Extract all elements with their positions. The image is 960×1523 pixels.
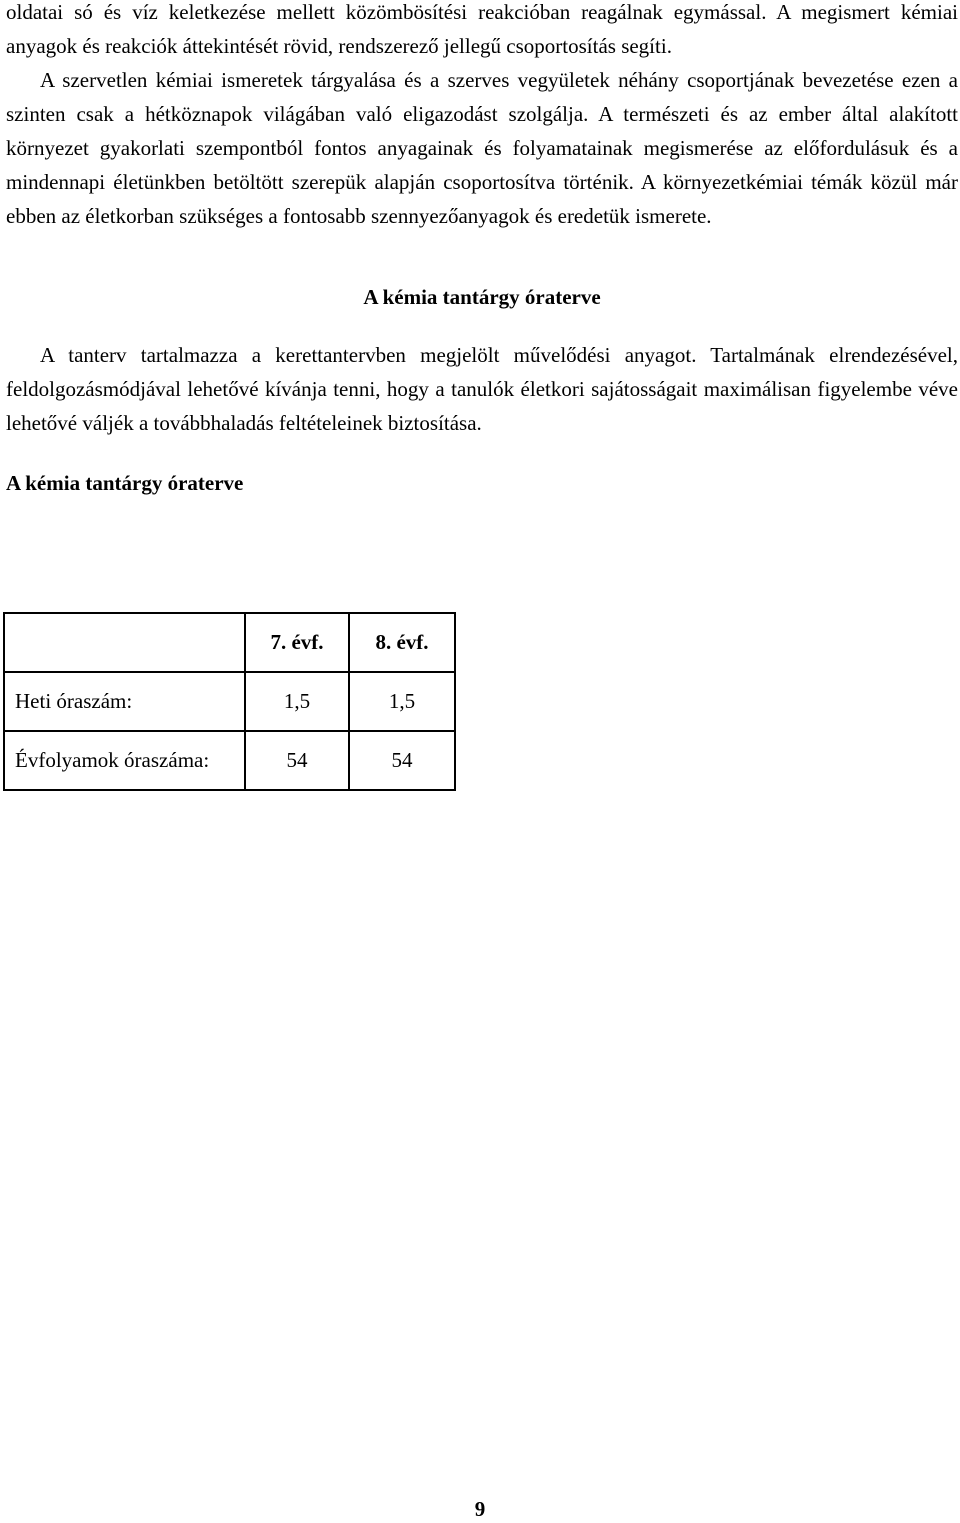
document-page [6, 0, 958, 500]
intro-paragraph: oldatai só és víz keletkezése mellett közömbösítési reakcióban reagálnak egymással. A megismert kémiai anyagok és reakciók áttekintését rövid, rendszerező jellegű csoportosítás segíti. [6, 0, 958, 58]
table-row-label: Heti óraszám: [4, 672, 245, 731]
lesson-plan-table [3, 612, 456, 791]
table-cell: 1,5 [349, 672, 455, 731]
table-header-row [4, 613, 455, 672]
centered-section-heading: A kémia tantárgy óraterve [363, 285, 601, 309]
table-cell: 54 [245, 731, 349, 790]
left-section-heading: A kémia tantárgy óraterve [6, 471, 244, 495]
table-header-cell-grade-7: 7. évf. [245, 613, 349, 672]
table-row [4, 672, 455, 731]
table-header-cell-grade-8: 8. évf. [349, 613, 455, 672]
table-cell: 1,5 [245, 672, 349, 731]
table-row-label: Évfolyamok óraszáma: [4, 731, 245, 790]
page-number: 9 [474, 1497, 486, 1521]
curriculum-paragraph: A tanterv tartalmazza a kerettantervben megjelölt művelődési anyagot. Tartalmának elrendezésével, feldolgozásmódjával lehetővé kívánja tenni, hogy a tanulók életkori sajátosságait maximálisan figyelembe véve lehetővé váljék a továbbhaladás feltételeinek biztosítása. [6, 343, 958, 435]
table-header-cell-empty [4, 613, 245, 672]
inorganic-chemistry-paragraph: A szervetlen kémiai ismeretek tárgyalása és a szerves vegyületek néhány csoportjának bevezetése ezen a szinten csak a hétköznapok világában való eligazodást szolgálja. A természeti és az ember által alakított környezet gyakorlati szempontból fontos anyagainak és folyamatainak megismerése az előfordulásuk és a mindennapi életünkben betöltött szerepük alapján csoportosítva történik. A környezetkémiai témák közül már ebben az életkorban szükséges a fontosabb szennyezőanyagok és eredetük ismerete. [6, 68, 958, 228]
table-cell: 54 [349, 731, 455, 790]
table-row [4, 731, 455, 790]
